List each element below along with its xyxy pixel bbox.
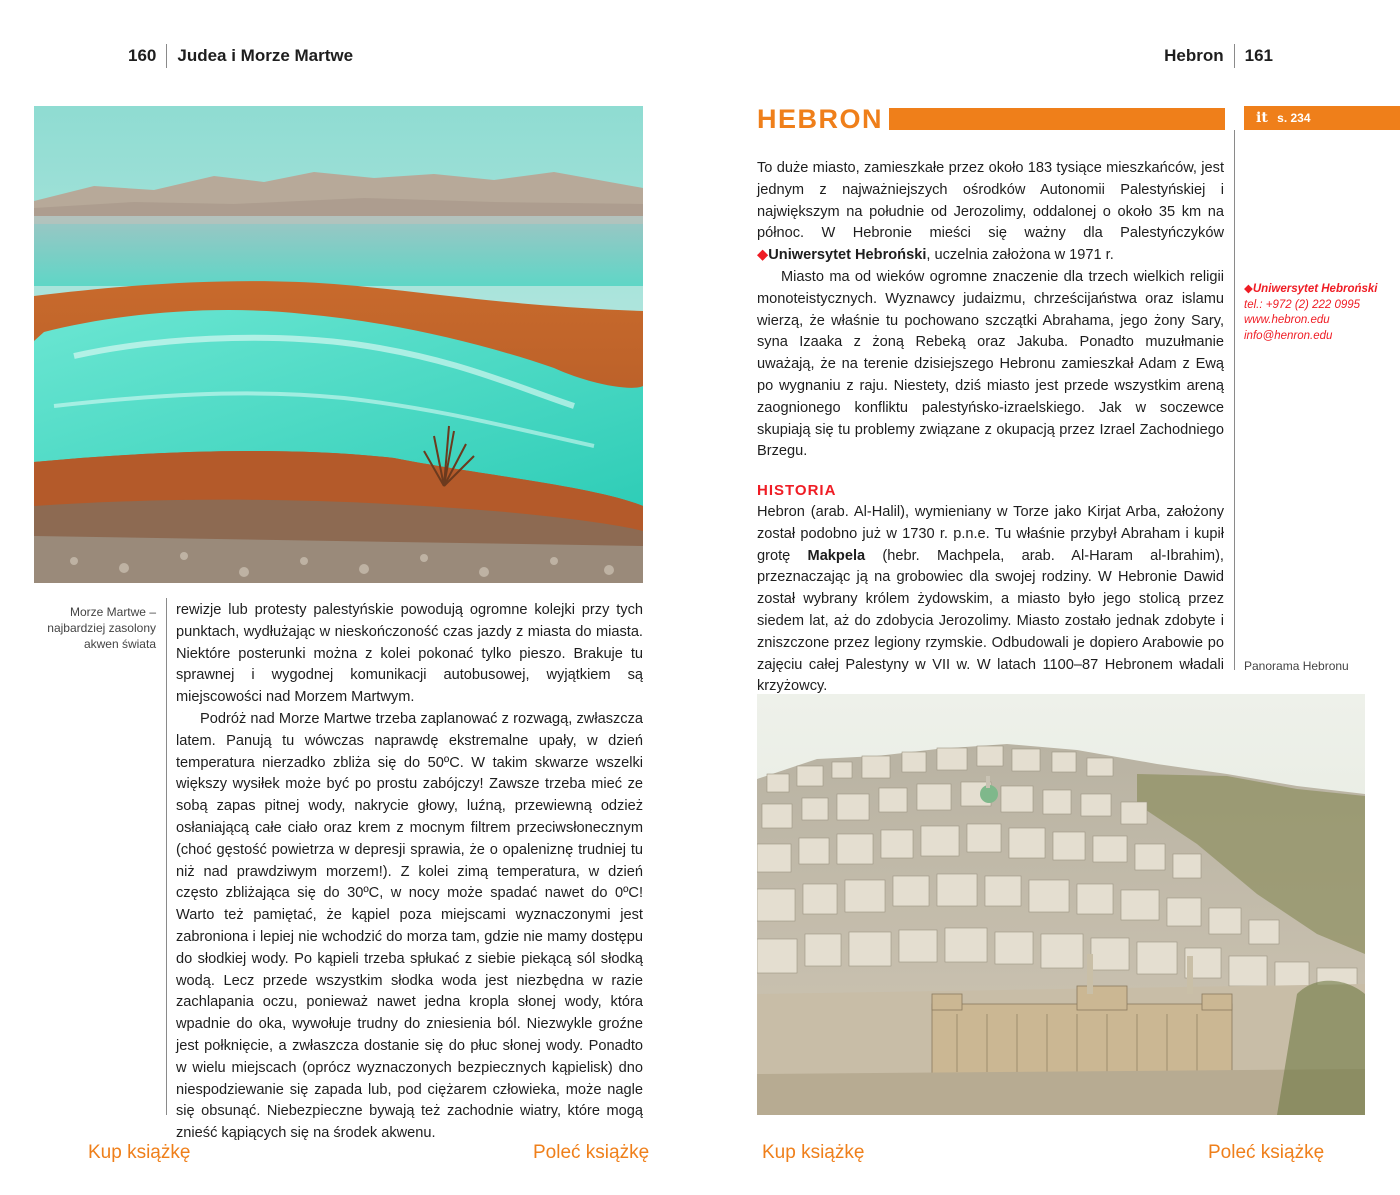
- left-paragraph-1: rewizje lub protesty palestyńskie powodują ogromne kolejki przy tych punktach, wydłużając w nieskończoność czas jazdy z miasta do miasta. Niektóre posterunki można z kolei pokonać tylko pieszo. Brakuje tu sprawnej i wygodnej komunikacji autobusowej, wyjątkiem są miejscowości nad Morzem Martwym.: [176, 602, 643, 706]
- running-head-separator: [166, 44, 167, 68]
- history-paragraph: [757, 502, 1224, 698]
- heading-accent-bar: [889, 108, 1225, 130]
- sidebar-website-link[interactable]: www.hebron.edu: [1244, 314, 1330, 327]
- right-section-title: Hebron: [1164, 46, 1224, 65]
- chapter-heading: HEBRON: [757, 104, 884, 134]
- buy-book-link-right[interactable]: Kup książkę: [762, 1142, 865, 1163]
- university-name: Uniwersytet Hebroński: [768, 247, 927, 264]
- buy-book-link-left[interactable]: Kup książkę: [88, 1142, 191, 1163]
- recommend-book-link-left[interactable]: Poleć książkę: [533, 1142, 650, 1163]
- dead-sea-photo-caption: Morze Martwe – najbardziej zasolony akwen świata: [47, 605, 156, 651]
- sidebar-name-text: Uniwersytet Hebroński: [1252, 283, 1378, 295]
- right-page-number: 161: [1244, 46, 1273, 65]
- sidebar-phone: tel.: +972 (2) 222 0995: [1244, 298, 1361, 311]
- left-page-number: 160: [128, 46, 157, 65]
- hebron-panorama-photo: [757, 694, 1365, 1115]
- hebron-photo-caption: Panorama Hebronu: [1244, 659, 1349, 673]
- hebron-intro-text: [757, 158, 1224, 463]
- sight-diamond-icon: ◆: [757, 247, 769, 264]
- it-page-reference: s. 234: [1277, 111, 1311, 125]
- right-margin-rule: [1234, 130, 1235, 670]
- university-info-sidebar: [1244, 282, 1394, 344]
- history-heading: HISTORIA: [757, 482, 837, 499]
- sidebar-email-link[interactable]: info@henron.edu: [1244, 329, 1333, 342]
- sidebar-university-name: [1244, 282, 1394, 298]
- recommend-book-link-right[interactable]: Poleć książkę: [1208, 1142, 1325, 1163]
- it-icon: it: [1256, 110, 1268, 126]
- dead-sea-photo: [34, 106, 643, 583]
- left-column-rule: [166, 598, 167, 1115]
- running-head-separator: [1234, 44, 1235, 68]
- left-running-head: [128, 44, 353, 68]
- intro-text-start: To duże miasto, zamieszkałe przez około 183 tysiące mieszkańców, jest jednym z najważniejszych ośrodków Autonomii Palestyńskiej i największym na południe od Jerozolimy, oddalonej o około 35 km na północ. W Hebronie mieści się ważny dla Palestyńczyków: [757, 160, 1224, 242]
- right-running-head: [1164, 44, 1273, 68]
- religion-paragraph: Miasto ma od wieków ogromne znaczenie dla trzech wielkich religii monoteistycznych. Wyznawcy judaizmu, chrześcijaństwa oraz islamu wierzą, że właśnie tu pochowano szczątki Abrahama, jego żony Sary, syna Izaaka z żoną Rebeką oraz Jakuba. Ponadto muzułmanie uważają, że na terenie dzisiejszego Hebronu zamieszkał Adam z Ewą po wygnaniu z raju. Niestety, dziś miasto jest przede wszystkim areną zaognionego konfliktu palestyńsko-izraelskiego. Jak w soczewce skupiają się tu problemy związane z okupacją przez Izrael Zachodniego Brzegu.: [757, 268, 1224, 460]
- sidebar-diamond-icon: ◆: [1244, 283, 1253, 295]
- left-paragraph-2: Podróż nad Morze Martwe trzeba zaplanować z rozwagą, zwłaszcza latem. Panują tu wówczas naprawdę ekstremalne upały, w dzień temperatura nierzadko zbliża się do 50ºC. W takim skwarze wszelki większy wysiłek może być po prostu zabójczy! Zawsze trzeba mieć ze sobą zapas pitnej wody, nakrycie głowy, luźną, przewiewną odzież osłaniającą całe ciało oraz krem z mocnym filtrem przeciwsłonecznym (choć gęstość powietrza w depresji sprawia, że o opaleniznę trudniej tu niż nad prawdziwym morzem!). Z kolei zimą temperatura, w dzień często zbliżająca się do 30ºC, w nocy może spadać nawet do 0ºC! Warto też pamiętać, że kąpiel poza miejscami wyznaczonymi jest zabroniona i lepiej nie wchodzić do morza tam, gdzie nie mamy dostępu do słodkiej wody. Po kąpieli trzeba spłukać z siebie piekącą sól słodką wodą. Lecz przede wszystkim słodka woda jest niezbędna w razie zachlapania oczu, ponieważ nawet jedna kropla słonej wody, która wpadnie do oka, wywołuje trudny do zniesienia ból. Niezwykle groźne jest połknięcie, a zwłaszcza dostanie się do płuc słonej wody. Ponadto w wielu miejscach (oprócz wyznaczonych bezpiecznych kąpielisk) dno niespodziewanie się zapada lub, pod ciężarem człowieka, może nagle się obsunąć. Niebezpieczne bywają też zachodnie wiatry, które mogą znieść kąpiących się na środek akwenu.: [176, 710, 643, 1142]
- it-reference-box: [1244, 106, 1400, 130]
- left-section-title: Judea i Morze Martwe: [177, 46, 354, 65]
- history-text: [757, 502, 1224, 698]
- history-text-end: (hebr. Machpela, arab. Al-Haram al-Ibrahim), przeznaczając ją na grobowiec dla swojej rodziny. W Hebronie Dawid został wybrany królem żydowskim, a miasto było jego stolicą przez siedem lat, aż do zdobycia Jerozolimy. Miasto zostało jednak zdobyte i zniszczone przez legiony rzymskie. Odbudowali je dopiero Arabowie po zajęciu całej Palestyny w VII w. W latach 1100–87 Hebronem władali krzyżowcy.: [757, 547, 1224, 695]
- makpela-name: Makpela: [807, 547, 866, 564]
- left-body-text: [176, 600, 643, 1145]
- intro-paragraph: [757, 158, 1224, 267]
- history-text-start: Hebron (arab. Al-Halil), wymieniany w Torze jako Kirjat Arba, założony został podobno już w 1730 r. p.n.e. Tu właśnie przybył Abraham i kupił grotę: [757, 504, 1224, 564]
- intro-text-end: , uczelnia założona w 1971 r.: [926, 247, 1114, 264]
